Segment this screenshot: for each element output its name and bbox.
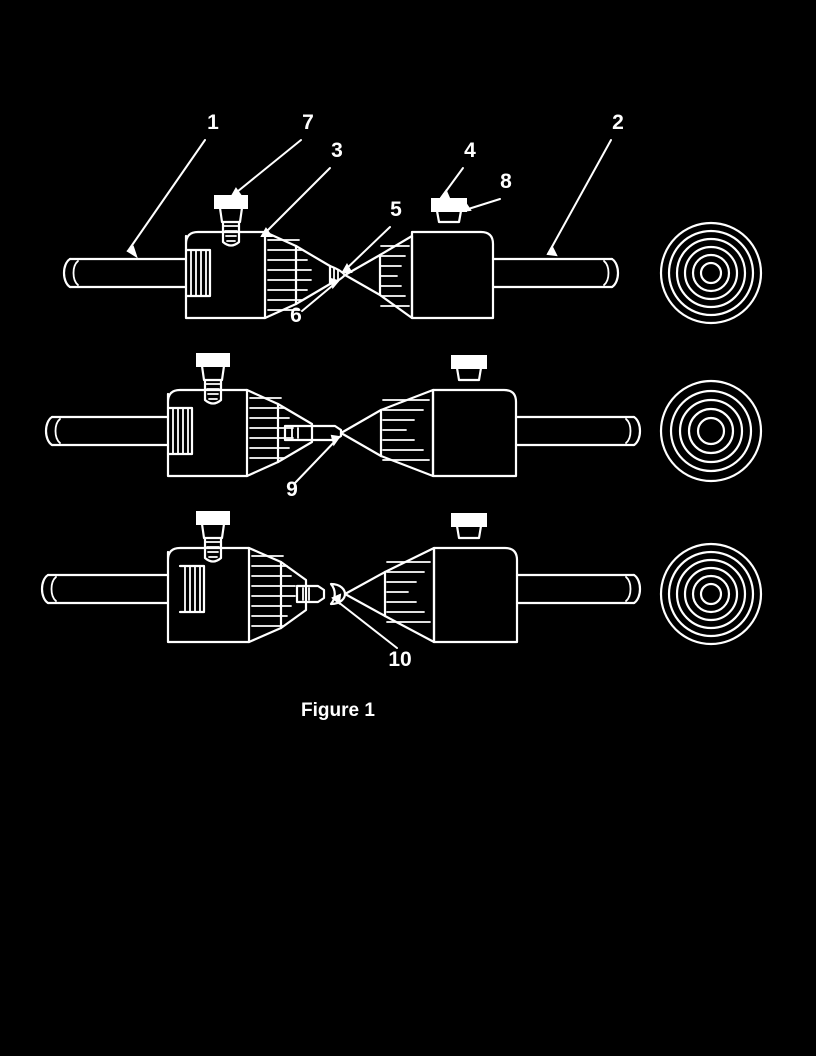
left-cable-middle [46,417,168,445]
callout-label-10: 10 [388,648,412,671]
assembly-row-bottom [42,512,761,671]
callout-label-2: 2 [612,111,624,134]
assembly-row-top [64,111,761,327]
left-screw-cap-bottom [197,512,229,562]
left-connector-body-bottom [168,548,249,642]
callout-label-9: 9 [286,478,298,501]
right-screw-cap-bottom [452,514,486,538]
callout-label-4: 4 [464,139,476,162]
cross-section-bottom [661,544,761,644]
callout-label-5: 5 [390,198,402,221]
right-cable-bottom [517,575,640,603]
left-screw-cap-top [215,196,247,246]
right-fin-stack-middle [341,390,433,476]
left-cable-top [64,259,186,287]
left-screw-cap-middle [197,354,229,404]
leaders-middle [295,436,339,483]
callout-label-3: 3 [331,139,343,162]
right-cable-top [493,259,618,287]
left-fin-stack-middle [247,390,312,476]
callout-label-7: 7 [302,111,314,134]
right-fin-stack-bottom [345,548,434,642]
right-fin-stack-top [345,236,412,318]
cross-section-top [661,223,761,323]
callout-label-6: 6 [290,304,302,327]
callout-label-8: 8 [500,170,512,193]
cross-section-middle [661,381,761,481]
right-cable-middle [516,417,640,445]
right-connector-body-middle [433,390,516,476]
right-screw-cap-top [432,199,466,222]
assembly-row-middle [46,354,761,501]
left-cable-bottom [42,575,168,603]
callout-label-1: 1 [207,111,219,134]
figure-caption: Figure 1 [301,700,375,721]
right-screw-cap-middle [452,356,486,380]
right-connector-body-top [412,232,493,318]
right-connector-body-bottom [434,548,517,642]
